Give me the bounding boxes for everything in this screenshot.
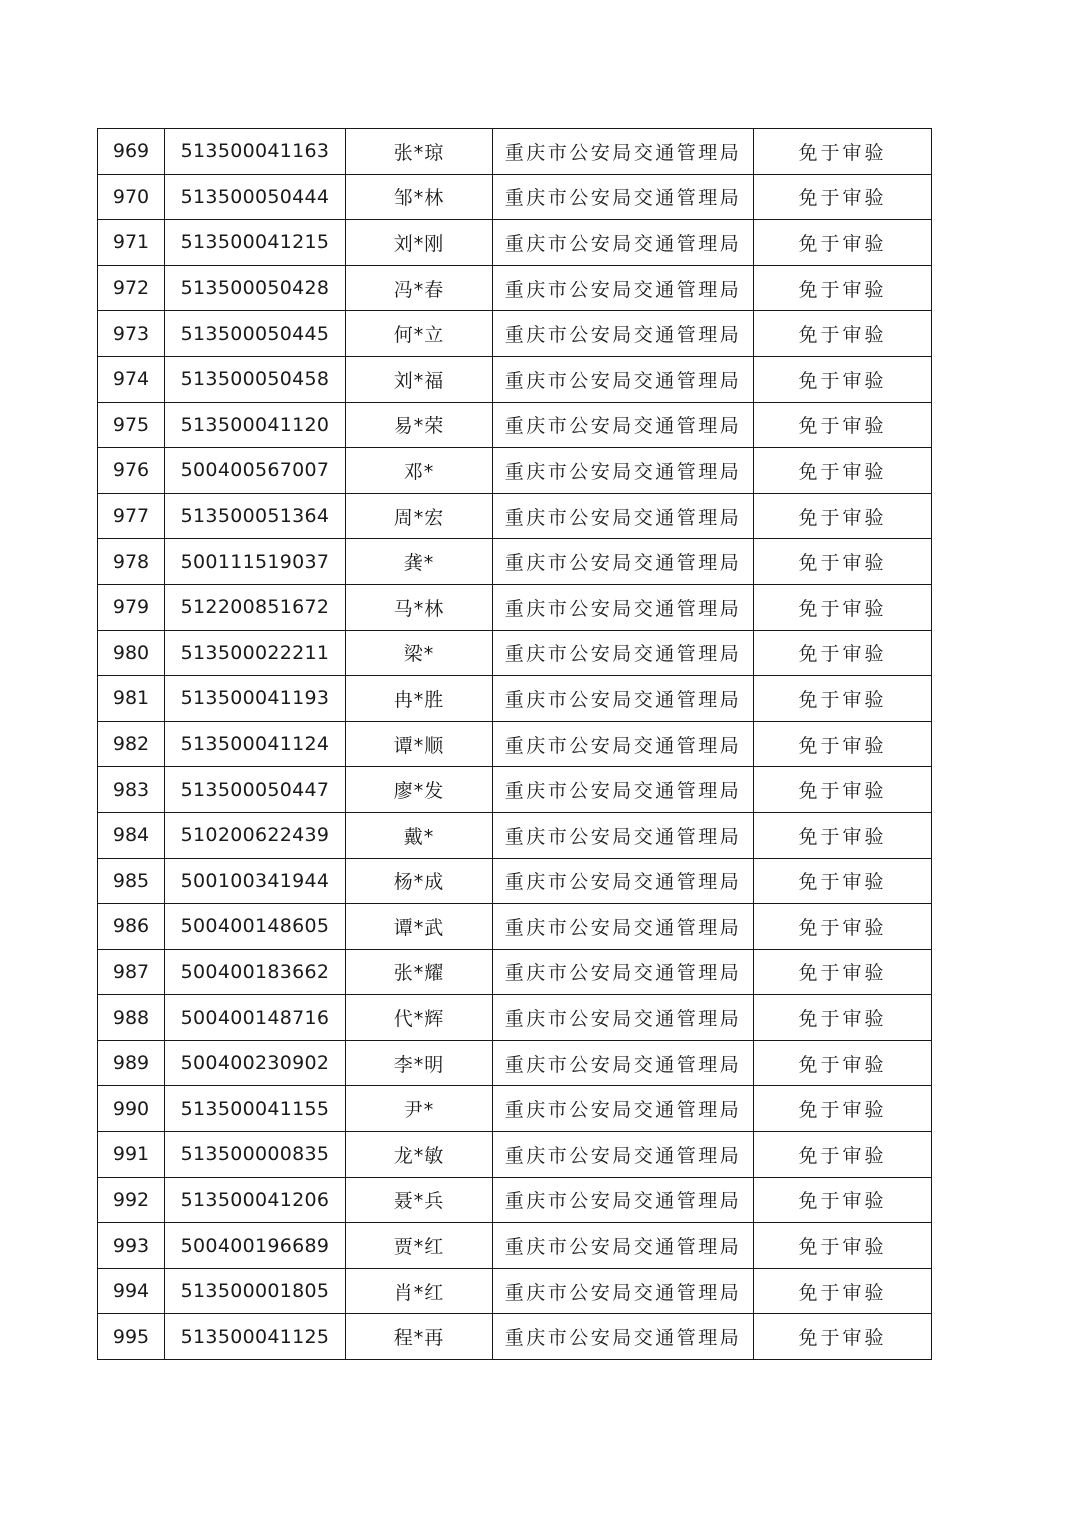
- cert-number-cell: 513500041163: [165, 129, 346, 175]
- cert-number-cell: 513500041155: [165, 1086, 346, 1132]
- status-cell: 免于审验: [754, 904, 932, 950]
- agency-cell: 重庆市公安局交通管理局: [493, 721, 754, 767]
- status-cell: 免于审验: [754, 767, 932, 813]
- status-cell: 免于审验: [754, 1132, 932, 1178]
- seq-cell: 990: [98, 1086, 165, 1132]
- name-cell: 邓*: [346, 448, 493, 494]
- name-cell: 张*耀: [346, 949, 493, 995]
- table-row: [98, 858, 932, 904]
- seq-cell: 985: [98, 858, 165, 904]
- agency-cell: 重庆市公安局交通管理局: [493, 220, 754, 266]
- seq-cell: 984: [98, 812, 165, 858]
- seq-cell: 988: [98, 995, 165, 1041]
- agency-cell: 重庆市公安局交通管理局: [493, 767, 754, 813]
- cert-number-cell: 500400196689: [165, 1223, 346, 1269]
- name-cell: 马*林: [346, 584, 493, 630]
- status-cell: 免于审验: [754, 265, 932, 311]
- agency-cell: 重庆市公安局交通管理局: [493, 1223, 754, 1269]
- table-row: [98, 949, 932, 995]
- agency-cell: 重庆市公安局交通管理局: [493, 904, 754, 950]
- agency-cell: 重庆市公安局交通管理局: [493, 1086, 754, 1132]
- cert-number-cell: 513500000835: [165, 1132, 346, 1178]
- table-row: [98, 1223, 932, 1269]
- status-cell: 免于审验: [754, 311, 932, 357]
- cert-number-cell: 513500050447: [165, 767, 346, 813]
- seq-cell: 977: [98, 493, 165, 539]
- cert-number-cell: 513500041193: [165, 676, 346, 722]
- cert-number-cell: 513500041215: [165, 220, 346, 266]
- cert-number-cell: 513500041120: [165, 402, 346, 448]
- agency-cell: 重庆市公安局交通管理局: [493, 402, 754, 448]
- agency-cell: 重庆市公安局交通管理局: [493, 858, 754, 904]
- status-cell: 免于审验: [754, 402, 932, 448]
- status-cell: 免于审验: [754, 220, 932, 266]
- cert-number-cell: 513500050444: [165, 174, 346, 220]
- status-cell: 免于审验: [754, 1086, 932, 1132]
- seq-cell: 987: [98, 949, 165, 995]
- agency-cell: 重庆市公安局交通管理局: [493, 584, 754, 630]
- status-cell: 免于审验: [754, 448, 932, 494]
- agency-cell: 重庆市公安局交通管理局: [493, 1268, 754, 1314]
- name-cell: 谭*顺: [346, 721, 493, 767]
- agency-cell: 重庆市公安局交通管理局: [493, 1314, 754, 1360]
- seq-cell: 983: [98, 767, 165, 813]
- status-cell: 免于审验: [754, 174, 932, 220]
- table-row: [98, 721, 932, 767]
- table-row: [98, 448, 932, 494]
- name-cell: 廖*发: [346, 767, 493, 813]
- agency-cell: 重庆市公安局交通管理局: [493, 995, 754, 1041]
- seq-cell: 979: [98, 584, 165, 630]
- status-cell: 免于审验: [754, 584, 932, 630]
- name-cell: 谭*武: [346, 904, 493, 950]
- status-cell: 免于审验: [754, 356, 932, 402]
- status-cell: 免于审验: [754, 721, 932, 767]
- status-cell: 免于审验: [754, 539, 932, 585]
- cert-number-cell: 500111519037: [165, 539, 346, 585]
- status-cell: 免于审验: [754, 1040, 932, 1086]
- seq-cell: 989: [98, 1040, 165, 1086]
- table-row: [98, 676, 932, 722]
- cert-number-cell: 500400567007: [165, 448, 346, 494]
- table-row: [98, 129, 932, 175]
- agency-cell: 重庆市公安局交通管理局: [493, 174, 754, 220]
- name-cell: 刘*刚: [346, 220, 493, 266]
- table-row: [98, 402, 932, 448]
- status-cell: 免于审验: [754, 630, 932, 676]
- seq-cell: 974: [98, 356, 165, 402]
- name-cell: 肖*红: [346, 1268, 493, 1314]
- name-cell: 易*荣: [346, 402, 493, 448]
- name-cell: 张*琼: [346, 129, 493, 175]
- name-cell: 李*明: [346, 1040, 493, 1086]
- status-cell: 免于审验: [754, 1177, 932, 1223]
- cert-number-cell: 513500041206: [165, 1177, 346, 1223]
- seq-cell: 980: [98, 630, 165, 676]
- agency-cell: 重庆市公安局交通管理局: [493, 676, 754, 722]
- table-row: [98, 584, 932, 630]
- seq-cell: 981: [98, 676, 165, 722]
- name-cell: 何*立: [346, 311, 493, 357]
- table-row: [98, 174, 932, 220]
- records-table: [97, 128, 932, 1360]
- table-row: [98, 356, 932, 402]
- table-row: [98, 311, 932, 357]
- cert-number-cell: 513500050458: [165, 356, 346, 402]
- seq-cell: 969: [98, 129, 165, 175]
- cert-number-cell: 513500022211: [165, 630, 346, 676]
- agency-cell: 重庆市公安局交通管理局: [493, 949, 754, 995]
- agency-cell: 重庆市公安局交通管理局: [493, 1132, 754, 1178]
- name-cell: 龚*: [346, 539, 493, 585]
- table-row: [98, 904, 932, 950]
- agency-cell: 重庆市公安局交通管理局: [493, 448, 754, 494]
- agency-cell: 重庆市公安局交通管理局: [493, 129, 754, 175]
- agency-cell: 重庆市公安局交通管理局: [493, 1040, 754, 1086]
- seq-cell: 995: [98, 1314, 165, 1360]
- table-row: [98, 220, 932, 266]
- agency-cell: 重庆市公安局交通管理局: [493, 812, 754, 858]
- table-row: [98, 767, 932, 813]
- status-cell: 免于审验: [754, 949, 932, 995]
- agency-cell: 重庆市公安局交通管理局: [493, 356, 754, 402]
- table-row: [98, 493, 932, 539]
- cert-number-cell: 513500001805: [165, 1268, 346, 1314]
- seq-cell: 970: [98, 174, 165, 220]
- agency-cell: 重庆市公安局交通管理局: [493, 265, 754, 311]
- seq-cell: 991: [98, 1132, 165, 1178]
- cert-number-cell: 500400183662: [165, 949, 346, 995]
- table-row: [98, 1040, 932, 1086]
- name-cell: 冉*胜: [346, 676, 493, 722]
- table-row: [98, 812, 932, 858]
- table-row: [98, 539, 932, 585]
- seq-cell: 994: [98, 1268, 165, 1314]
- seq-cell: 978: [98, 539, 165, 585]
- cert-number-cell: 512200851672: [165, 584, 346, 630]
- name-cell: 杨*成: [346, 858, 493, 904]
- table-row: [98, 1177, 932, 1223]
- name-cell: 贾*红: [346, 1223, 493, 1269]
- cert-number-cell: 513500050445: [165, 311, 346, 357]
- cert-number-cell: 513500041125: [165, 1314, 346, 1360]
- name-cell: 戴*: [346, 812, 493, 858]
- agency-cell: 重庆市公安局交通管理局: [493, 493, 754, 539]
- table-row: [98, 995, 932, 1041]
- cert-number-cell: 500100341944: [165, 858, 346, 904]
- status-cell: 免于审验: [754, 1223, 932, 1269]
- table-row: [98, 630, 932, 676]
- table-row: [98, 1314, 932, 1360]
- name-cell: 尹*: [346, 1086, 493, 1132]
- name-cell: 龙*敏: [346, 1132, 493, 1178]
- agency-cell: 重庆市公安局交通管理局: [493, 539, 754, 585]
- status-cell: 免于审验: [754, 1314, 932, 1360]
- cert-number-cell: 500400230902: [165, 1040, 346, 1086]
- status-cell: 免于审验: [754, 995, 932, 1041]
- seq-cell: 986: [98, 904, 165, 950]
- cert-number-cell: 513500051364: [165, 493, 346, 539]
- agency-cell: 重庆市公安局交通管理局: [493, 630, 754, 676]
- seq-cell: 973: [98, 311, 165, 357]
- status-cell: 免于审验: [754, 858, 932, 904]
- seq-cell: 976: [98, 448, 165, 494]
- cert-number-cell: 513500041124: [165, 721, 346, 767]
- name-cell: 梁*: [346, 630, 493, 676]
- status-cell: 免于审验: [754, 1268, 932, 1314]
- table-row: [98, 1268, 932, 1314]
- name-cell: 代*辉: [346, 995, 493, 1041]
- cert-number-cell: 500400148716: [165, 995, 346, 1041]
- table-row: [98, 265, 932, 311]
- seq-cell: 993: [98, 1223, 165, 1269]
- agency-cell: 重庆市公安局交通管理局: [493, 1177, 754, 1223]
- status-cell: 免于审验: [754, 493, 932, 539]
- agency-cell: 重庆市公安局交通管理局: [493, 311, 754, 357]
- name-cell: 刘*福: [346, 356, 493, 402]
- cert-number-cell: 510200622439: [165, 812, 346, 858]
- seq-cell: 975: [98, 402, 165, 448]
- name-cell: 程*再: [346, 1314, 493, 1360]
- cert-number-cell: 500400148605: [165, 904, 346, 950]
- name-cell: 冯*春: [346, 265, 493, 311]
- status-cell: 免于审验: [754, 812, 932, 858]
- name-cell: 聂*兵: [346, 1177, 493, 1223]
- records-table-body: [98, 129, 932, 1360]
- status-cell: 免于审验: [754, 129, 932, 175]
- table-row: [98, 1132, 932, 1178]
- table-row: [98, 1086, 932, 1132]
- status-cell: 免于审验: [754, 676, 932, 722]
- seq-cell: 972: [98, 265, 165, 311]
- seq-cell: 971: [98, 220, 165, 266]
- cert-number-cell: 513500050428: [165, 265, 346, 311]
- seq-cell: 982: [98, 721, 165, 767]
- name-cell: 邹*林: [346, 174, 493, 220]
- seq-cell: 992: [98, 1177, 165, 1223]
- name-cell: 周*宏: [346, 493, 493, 539]
